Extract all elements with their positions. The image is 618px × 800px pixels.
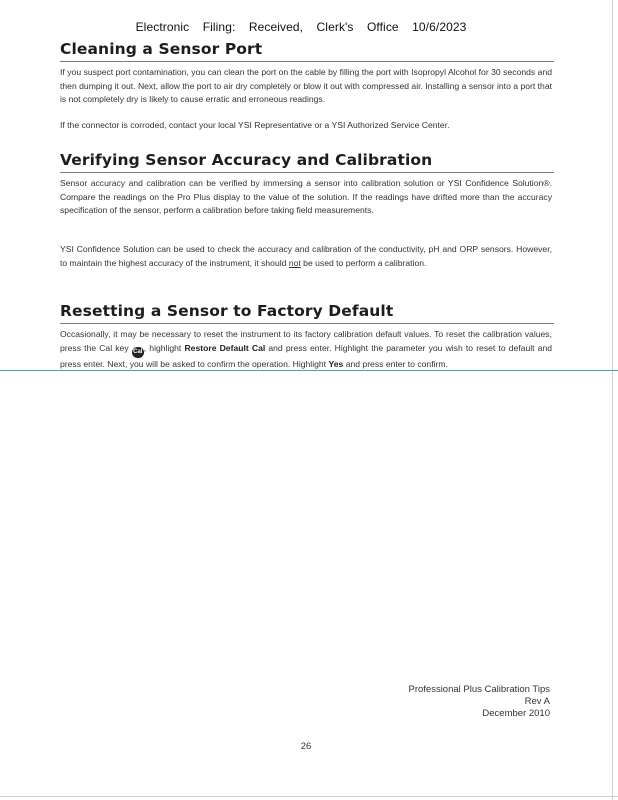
filing-stamp: Electronic Filing: Received, Clerk's Office 10/6/2023 bbox=[135, 20, 467, 34]
section-title-verifying: Verifying Sensor Accuracy and Calibration bbox=[60, 151, 433, 169]
footer-revision: Rev A bbox=[524, 696, 550, 707]
paragraph-confidence-solution bbox=[60, 243, 552, 270]
footer-doc-title: Professional Plus Calibration Tips bbox=[408, 684, 550, 695]
section-title-cleaning: Cleaning a Sensor Port bbox=[60, 40, 263, 58]
page-edge-right bbox=[612, 0, 613, 800]
text-run: and press enter to confirm. bbox=[345, 358, 448, 369]
page-edge-bottom bbox=[0, 796, 618, 797]
paragraph-corroded-connector: If the connector is corroded, contact your local YSI Representative or a YSI Authorized Service Center. bbox=[60, 120, 450, 130]
cal-key-icon: Cal bbox=[132, 347, 144, 358]
paragraph-cleaning-instructions: If you suspect port contamination, you can clean the port on the cable by filling the port with Isopropyl Alcohol for 30 seconds and then dumping it out. Next, allow the port to air dry completely or blow it out with compressed air. Installing a sensor into a port that is not completely dry is likely to cause erratic and erroneous readings. bbox=[60, 67, 552, 104]
yes-label: Yes bbox=[328, 358, 344, 369]
section-rule bbox=[60, 61, 554, 62]
section-rule bbox=[60, 323, 554, 324]
footer-doc-info bbox=[408, 684, 550, 720]
paragraph-reset-instructions bbox=[60, 328, 552, 371]
text-run: and press enter. Highlight the parameter you wish to reset to default and press enter. Next, you will be asked to confirm the operation. Highlight bbox=[60, 342, 553, 369]
text-run: , highlight bbox=[143, 342, 182, 353]
text-run: Occasionally, it may be necessary to reset the instrument to its factory calibration default values. To reset the calibration values, press the Cal key bbox=[60, 329, 552, 353]
emphasis-not: not bbox=[288, 257, 301, 268]
text-run: be used to perform a calibration. bbox=[303, 257, 427, 268]
scan-divider-line bbox=[0, 370, 618, 371]
section-rule bbox=[60, 172, 554, 173]
restore-default-cal-label: Restore Default Cal bbox=[184, 342, 266, 353]
footer-date: December 2010 bbox=[482, 708, 550, 719]
paragraph-verify-accuracy: Sensor accuracy and calibration can be verified by immersing a sensor into calibration solution or YSI Confidence Solution®. Compare the readings on the Pro Plus display to the value of the solution. If the readings have drifted more than the accuracy specification of the sensor, perform a calibration before taking field measurements. bbox=[60, 178, 552, 215]
text-run: YSI Confidence Solution can be used to check the accuracy and calibration of the conductivity, pH and ORP sensors. However, to maintain the highest accuracy of the instrument, it should bbox=[60, 244, 552, 268]
section-title-resetting: Resetting a Sensor to Factory Default bbox=[60, 302, 394, 320]
page-number: 26 bbox=[300, 741, 312, 752]
